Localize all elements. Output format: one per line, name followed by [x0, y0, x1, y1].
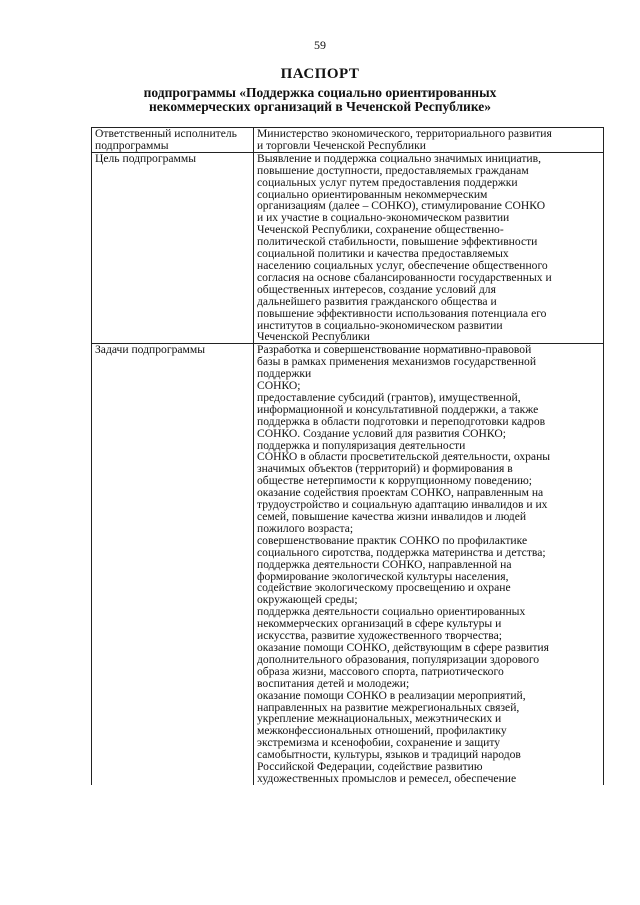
- content-line: и их участие в социально-экономическом развитии: [257, 211, 510, 225]
- content-line: и торговли Чеченской Республики: [257, 138, 426, 152]
- content-line: СОНКО. Создание условий для развития СОНКО;: [257, 426, 506, 440]
- content-line: общественных интересов, создание условий для: [257, 282, 496, 296]
- content-line: содействие экологическому просвещению и охране: [257, 581, 511, 595]
- content-line: информационной и консультативной поддержки, а также: [257, 402, 539, 416]
- content-line: формирование экологической культуры населения,: [257, 569, 509, 583]
- content-line: поддержка деятельности СОНКО, направленной на: [257, 557, 512, 571]
- row-content: [254, 128, 604, 153]
- content-line: предоставление субсидий (грантов), имущественной,: [257, 390, 521, 404]
- content-line: институтов в социально-экономическом развитии: [257, 318, 503, 332]
- passport-row: [92, 128, 604, 153]
- content-line: поддержка деятельности социально ориентированных: [257, 605, 526, 619]
- content-line: воспитания детей и молодежи;: [257, 676, 410, 690]
- content-line: населению социальных услуг, обеспечение общественного: [257, 258, 548, 272]
- content-line: повышение эффективности использования потенциала его: [257, 306, 547, 320]
- content-line: самобытности, культуры, языков и традиций народов: [257, 748, 521, 762]
- passport-row: [92, 344, 604, 785]
- row-content: [254, 152, 604, 344]
- content-line: пожилого возраста;: [257, 521, 354, 535]
- content-line: экстремизма и ксенофобии, сохранение и защиту: [257, 736, 501, 750]
- content-line: политической стабильности, повышение эффективности: [257, 235, 538, 249]
- content-line: некоммерческих организаций в сфере культуры и: [257, 617, 502, 631]
- content-line: дальнейшего развития гражданского общества и: [257, 294, 497, 308]
- content-line: поддержка в области подготовки и переподготовки кадров: [257, 414, 546, 428]
- content-line: оказание помощи СОНКО в реализации мероприятий,: [257, 688, 526, 702]
- content-line: Выявление и поддержка социально значимых инициатив,: [257, 151, 541, 165]
- content-line: СОНКО;: [257, 379, 301, 393]
- content-line: семей, повышение качества жизни инвалидов и людей: [257, 510, 527, 523]
- content-line: художественных промыслов и ремесел, обеспечение: [257, 771, 517, 785]
- content-line: оказание помощи СОНКО, действующим в сфере развития: [257, 640, 549, 654]
- content-line: дополнительного образования, популяризации здорового: [257, 652, 540, 666]
- content-line: Чеченской Республики: [257, 330, 370, 344]
- row-label: Задачи подпрограммы: [92, 344, 254, 785]
- content-line: укрепление межнациональных, межэтнических и: [257, 712, 502, 726]
- content-line: совершенствование практик СОНКО по профилактике: [257, 533, 528, 547]
- content-line: образа жизни, массового спорта, патриотического: [257, 664, 504, 678]
- document-subtitle: [90, 86, 550, 114]
- content-line: оказание содействия проектам СОНКО, направленным на: [257, 486, 544, 500]
- row-content: [254, 344, 604, 785]
- content-line: организациям (далее – СОНКО), стимулирование СОНКО: [257, 199, 546, 213]
- content-line: направленных на развитие межрегиональных связей,: [257, 700, 520, 714]
- content-line: Разработка и совершенствование нормативно-правовой: [257, 343, 532, 357]
- content-line: окружающей среды;: [257, 593, 358, 607]
- content-line: обществе нетерпимости к коррупционному поведению;: [257, 474, 533, 488]
- content-line: трудоустройство и социальную адаптацию инвалидов и их: [257, 498, 548, 512]
- content-line: согласия на основе сбалансированности государственных и: [257, 270, 552, 284]
- content-line: базы в рамках применения механизмов государственной: [257, 355, 537, 369]
- content-line: социальной политики и качества предоставляемых: [257, 247, 509, 261]
- subtitle-line: некоммерческих организаций в Чеченской Республике»: [148, 99, 492, 114]
- row-label: Ответственный исполнитель подпрограммы: [92, 128, 254, 153]
- content-line: социальных услуг путем предоставления поддержки: [257, 175, 518, 189]
- subtitle-line: подпрограммы «Поддержка социально ориентированных: [143, 85, 497, 100]
- content-line: СОНКО в области просветительской деятельности, охраны: [257, 450, 551, 464]
- content-line: межконфессиональных отношений, профилактику: [257, 724, 507, 738]
- page-number: 59: [314, 38, 326, 52]
- content-line: значимых объектов (территорий) и формирования в: [257, 462, 513, 476]
- content-line: Министерство экономического, территориального развития: [257, 127, 552, 140]
- content-line: поддержки: [257, 367, 312, 381]
- content-line: Чеченской Республики, сохранение общественно-: [257, 223, 504, 237]
- content-line: Российской Федерации, содействие развитию: [257, 760, 483, 774]
- passport-row: [92, 152, 604, 344]
- content-line: социального сиротства, поддержка материнства и детства;: [257, 545, 546, 559]
- content-line: социально ориентированным некоммерческим: [257, 187, 488, 201]
- passport-table: [91, 127, 604, 785]
- document-title: ПАСПОРТ: [280, 66, 360, 82]
- content-line: искусства, развитие художественного творчества;: [257, 629, 502, 643]
- row-label: Цель подпрограммы: [92, 152, 254, 344]
- content-line: повышение доступности, предоставляемых гражданам: [257, 163, 529, 177]
- content-line: поддержка и популяризация деятельности: [257, 438, 466, 452]
